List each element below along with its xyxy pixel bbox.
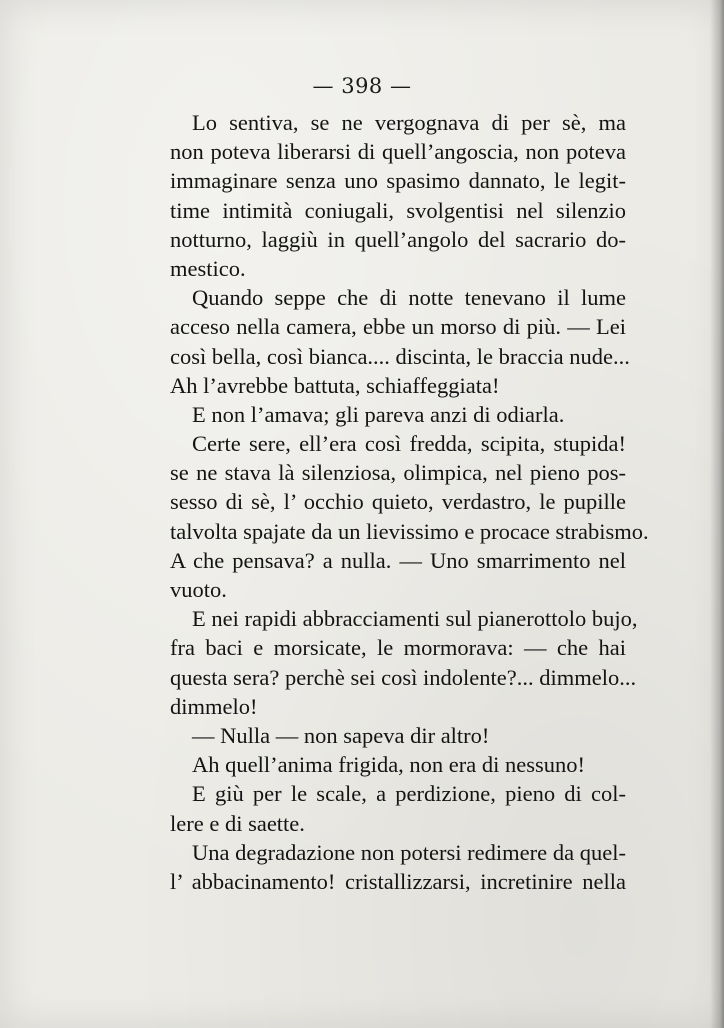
page-edge-shadow [710, 0, 724, 1028]
text-line: lere e di saette. [170, 810, 305, 836]
text-line: time intimità coniugali, svolgentisi nel silenzio [170, 197, 626, 223]
text-line: Certe sere, ell’era così fredda, scipita, stupida! [192, 431, 626, 457]
text-line: Lo sentiva, se ne vergognava di per sè, ma [192, 110, 626, 135]
text-line: talvolta spajate da un lievissimo e procace strabismo. [170, 518, 649, 544]
text-line: E giù per le scale, a perdizione, pieno di col- [192, 781, 626, 807]
text-line: l’ abbacinamento! cristallizzarsi, incretinire nella [170, 868, 626, 894]
page-number: — 398 — [312, 74, 412, 98]
text-line: non poteva liberarsi di quell’angoscia, non poteva [170, 139, 626, 165]
text-line: Ah l’avrebbe battuta, schiaffeggiata! [170, 372, 500, 398]
text-line: Una degradazione non potersi redimere da quel- [192, 839, 626, 865]
text-line: se ne stava là silenziosa, olimpica, nel pieno pos- [170, 460, 626, 486]
text-line: Quando seppe che di notte tenevano il lume [192, 285, 626, 311]
text-line: questa sera? perchè sei così indolente?... dimmelo... [170, 664, 637, 690]
text-line: acceso nella camera, ebbe un morso di più. — Lei [170, 314, 626, 340]
text-line: notturno, laggiù in quell’angolo del sacrario do- [170, 226, 626, 252]
text-line: fra baci e morsicate, le mormorava: — che hai [170, 635, 626, 661]
text-line: — Nulla — non sapeva dir altro! [192, 722, 490, 748]
text-line: A che pensava? a nulla. — Uno smarrimento nel [170, 547, 626, 573]
text-line: sesso di sè, l’ occhio quieto, verdastro, le pupille [170, 489, 626, 515]
text-line: E nei rapidi abbracciamenti sul pianerottolo bujo, [192, 606, 638, 632]
text-line: Ah quell’anima frigida, non era di nessuno! [192, 752, 586, 778]
text-line: E non l’amava; gli pareva anzi di odiarla. [192, 401, 565, 427]
text-line: dimmelo! [170, 693, 258, 719]
text-line: immaginare senza uno spasimo dannato, le legit- [170, 168, 626, 194]
text-line: vuoto. [170, 577, 227, 602]
text-line: mestico. [170, 255, 246, 281]
text-line: così bella, così bianca.... discinta, le braccia nude... [170, 343, 630, 369]
body-text [170, 108, 649, 896]
